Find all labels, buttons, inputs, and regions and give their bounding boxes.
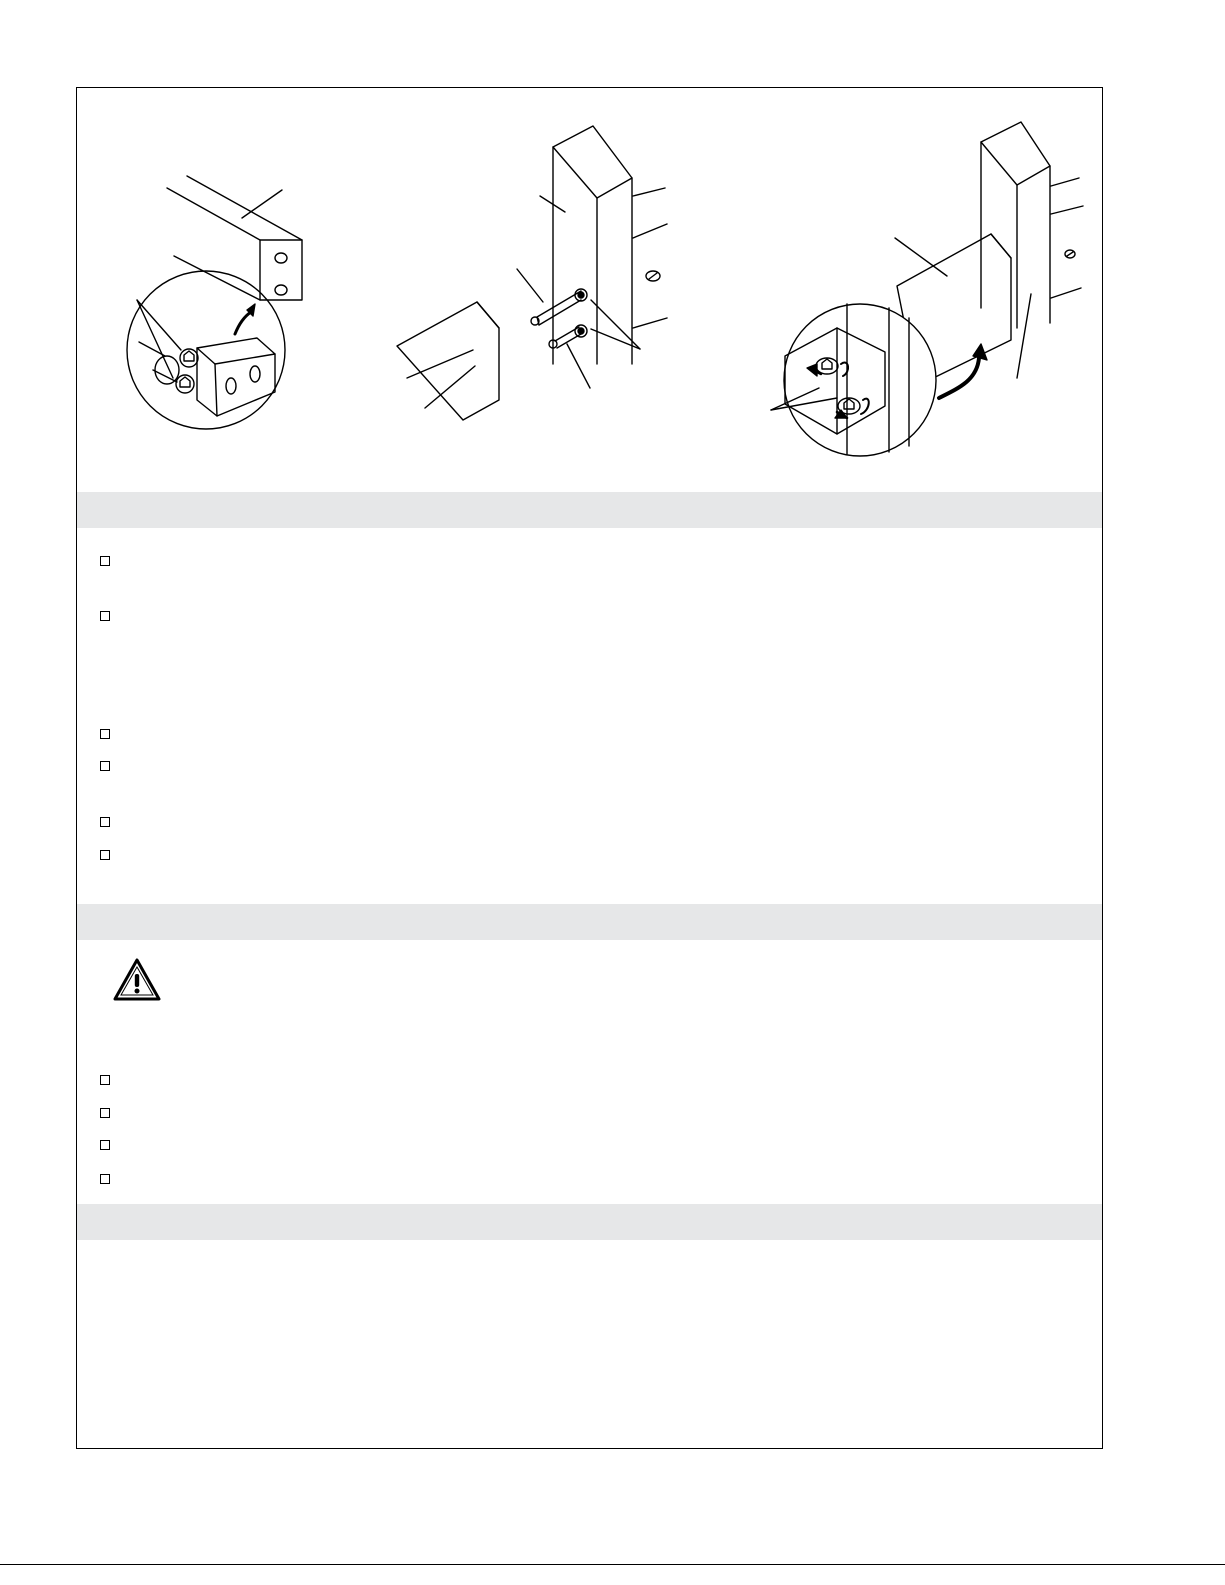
figure-3-rail-attached: [771, 122, 1083, 456]
section-band-safety: [77, 904, 1102, 940]
section-band-assembly: [77, 492, 1102, 528]
figure-3-detail-circle: [784, 304, 936, 456]
checkbox-icon[interactable]: [100, 1075, 110, 1085]
figure-1-rail-end: [127, 176, 302, 429]
warning-triangle-icon: [113, 958, 161, 1002]
section-band-final: [77, 1204, 1102, 1240]
checkbox-icon[interactable]: [100, 729, 110, 739]
figure-2-post-connectors: [397, 126, 667, 420]
figure-1-detail-circle: [127, 271, 285, 429]
page-frame: [76, 87, 1103, 1449]
checkbox-icon[interactable]: [100, 1108, 110, 1118]
checkbox-icon[interactable]: [100, 1174, 110, 1184]
checkbox-icon[interactable]: [100, 850, 110, 860]
checkbox-icon[interactable]: [100, 761, 110, 771]
checkbox-icon[interactable]: [100, 556, 110, 566]
checkbox-icon[interactable]: [100, 611, 110, 621]
footer-rule: [0, 1564, 1225, 1565]
checkbox-icon[interactable]: [100, 817, 110, 827]
checkbox-icon[interactable]: [100, 1140, 110, 1150]
assembly-illustrations: [77, 88, 1102, 492]
